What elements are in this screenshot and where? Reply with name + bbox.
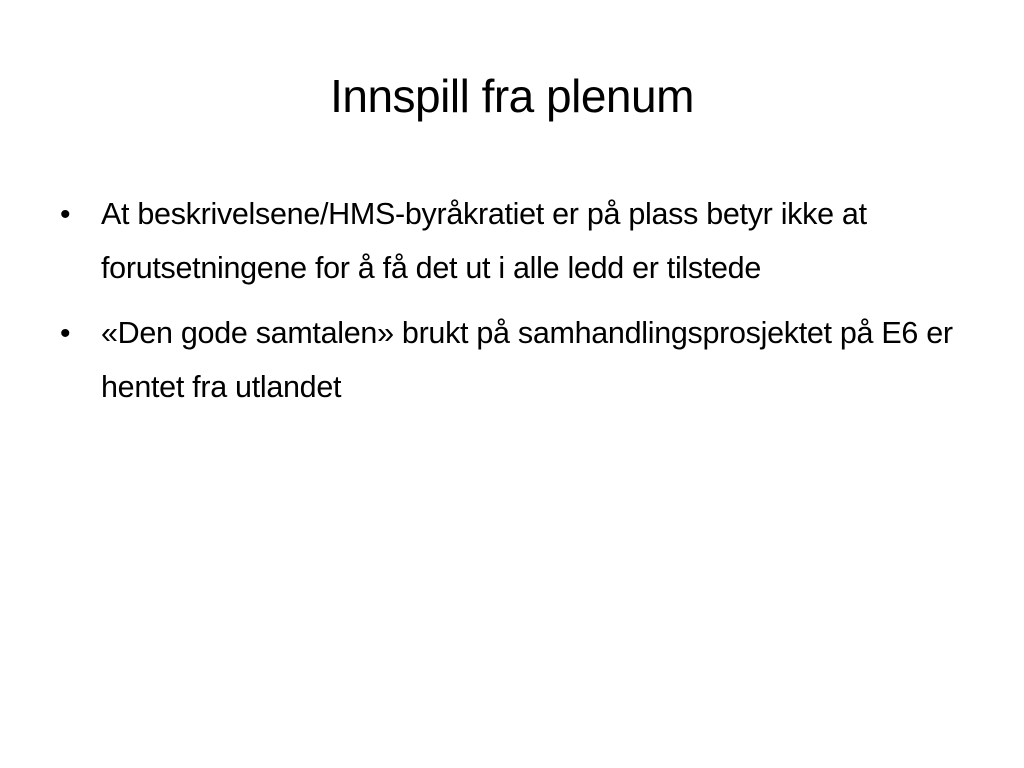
bullet-text: «Den gode samtalen» brukt på samhandlingsprosjektet på E6 er hentet fra utlandet: [101, 316, 953, 404]
bullet-item: [60, 307, 960, 414]
bullet-item: [60, 188, 960, 295]
bullet-list: [60, 188, 960, 426]
bullet-point-icon: •: [60, 317, 71, 350]
slide-title: Innspill fra plenum: [330, 70, 694, 122]
bullet-text: At beskrivelsene/HMS-byråkratiet er på plass betyr ikke at forutsetningene for å få det ut i alle ledd er tilstede: [101, 197, 867, 285]
bullet-point-icon: •: [60, 198, 71, 231]
